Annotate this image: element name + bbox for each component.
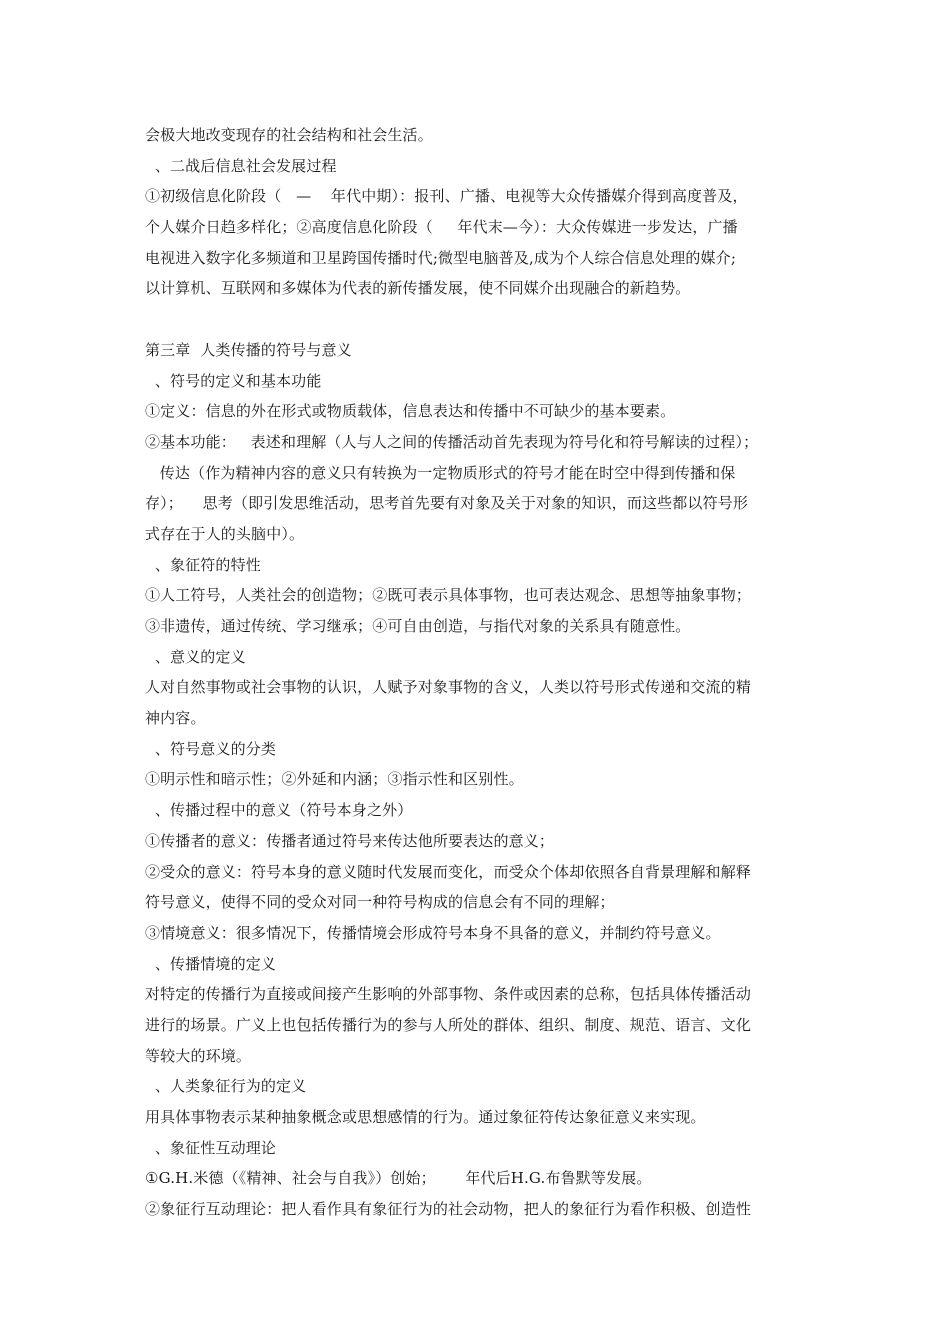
- chapter-title: 第三章 人类传播的符号与意义: [145, 340, 352, 359]
- text-line: 等较大的环境。: [145, 1046, 252, 1065]
- text-line: ①人工符号，人类社会的创造物；②既可表示具体事物，也可表达观念、思想等抽象事物；: [145, 586, 752, 605]
- section-heading: 、传播情境的定义: [145, 954, 277, 973]
- section-heading: 、人类象征行为的定义: [145, 1077, 307, 1096]
- section-heading: 、传播过程中的意义（符号本身之外）: [145, 801, 413, 820]
- text-line: 传达（作为精神内容的意义只有转换为一定物质形式的符号才能在时空中得到传播和保: [145, 463, 736, 482]
- text-line: ①明示性和暗示性；②外延和内涵；③指示性和区别性。: [145, 770, 524, 789]
- text-line: ①初级信息化阶段（ — 年代中期）：报刊、广播、电视等大众传播媒介得到高度普及，: [145, 187, 748, 206]
- text-line: 电视进入数字化多频道和卫星跨国传播时代;微型电脑普及,成为个人综合信息处理的媒介;: [145, 248, 737, 267]
- section-heading: 、意义的定义: [145, 647, 246, 666]
- text-line: 对特定的传播行为直接或间接产生影响的外部事物、条件或因素的总称，包括具体传播活动: [145, 985, 752, 1004]
- text-line: 会极大地改变现存的社会结构和社会生活。: [145, 126, 433, 144]
- text-line: 式存在于人的头脑中）。: [145, 524, 305, 543]
- text-line: ②基本功能： 表述和理解（人与人之间的传播活动首先表现为符号化和符号解读的过程）；: [145, 432, 759, 451]
- text-line: ①G.H.米德（《精神、社会与自我》）创始； 年代后H.G.布鲁默等发展。: [145, 1169, 652, 1188]
- section-heading: 、象征性互动理论: [145, 1138, 277, 1157]
- text-line: ③非遗传，通过传统、学习继承；④可自由创造，与指代对象的关系具有随意性。: [145, 617, 691, 635]
- text-line: 用具体事物表示某种抽象概念或思想感情的行为。通过象征符传达象征意义来实现。: [145, 1108, 706, 1126]
- paragraph-gap: [145, 304, 810, 335]
- text-line: 符号意义，使得不同的受众对同一种符号构成的信息会有不同的理解；: [145, 893, 615, 912]
- section-heading: 、符号意义的分类: [145, 739, 277, 758]
- document-page: [145, 120, 810, 1225]
- text-line: 存）； 思考（即引发思维活动，思考首先要有对象及关于对象的知识，而这些都以符号形: [145, 494, 749, 513]
- text-line: ③情境意义：很多情况下，传播情境会形成符号本身不具备的意义，并制约符号意义。: [145, 923, 721, 942]
- text-line: ①定义：信息的外在形式或物质载体，信息表达和传播中不可缺少的基本要素。: [145, 402, 676, 421]
- text-line: 人对自然事物或社会事物的认识，人赋予对象事物的含义，人类以符号形式传递和交流的精: [145, 678, 752, 697]
- text-line: 进行的场景。广义上也包括传播行为的参与人所处的群体、组织、制度、规范、语言、文化: [145, 1015, 752, 1034]
- text-line: ②象征行互动理论：把人看作具有象征行为的社会动物，把人的象征行为看作积极、创造性: [145, 1200, 752, 1219]
- section-heading: 、象征符的特性: [145, 555, 261, 574]
- section-heading: 、符号的定义和基本功能: [145, 371, 322, 390]
- text-line: 以计算机、互联网和多媒体为代表的新传播发展，使不同媒介出现融合的新趋势。: [145, 279, 691, 298]
- text-line: ②受众的意义：符号本身的意义随时代发展而变化，而受众个体却依照各自背景理解和解释: [145, 862, 752, 881]
- text-line: 神内容。: [145, 709, 206, 728]
- text-line: 个人媒介日趋多样化；②高度信息化阶段（ 年代末—今）：大众传媒进一步发达，广播: [145, 218, 738, 237]
- section-heading: 、二战后信息社会发展过程: [145, 156, 337, 175]
- text-line: ①传播者的意义：传播者通过符号来传达他所要表达的意义；: [145, 831, 555, 850]
